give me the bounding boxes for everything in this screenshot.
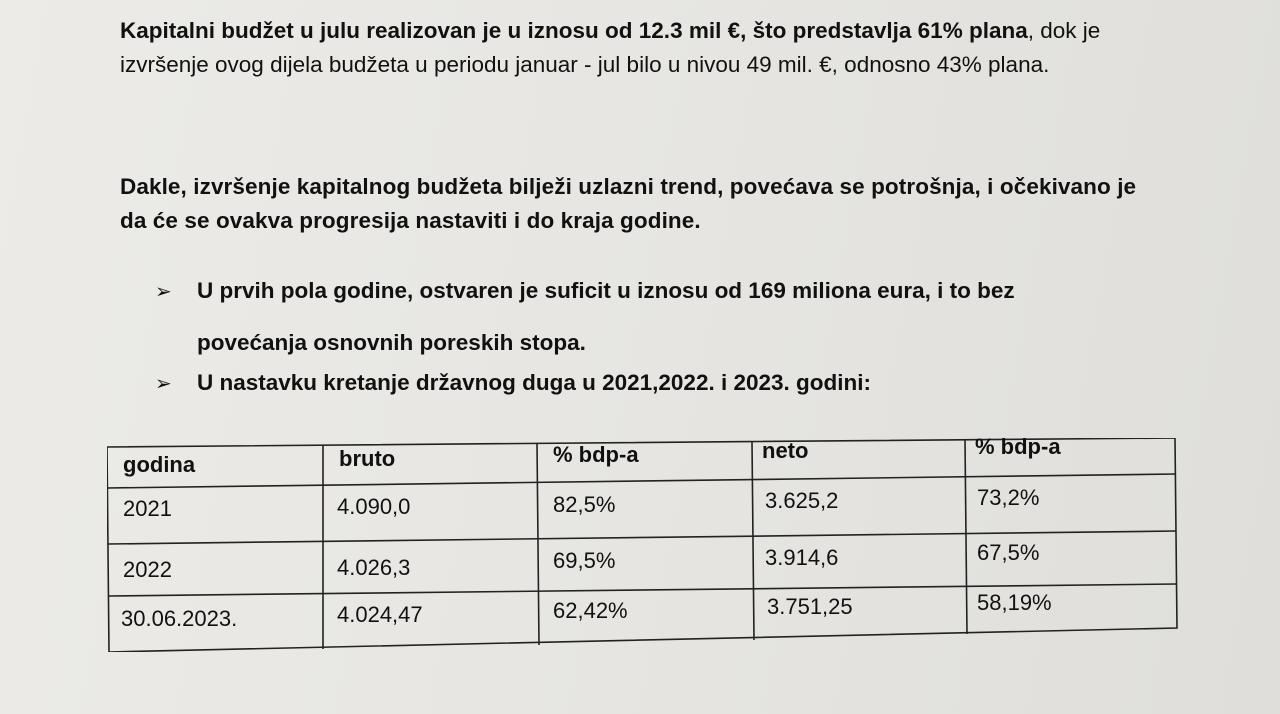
table-rule — [965, 440, 967, 634]
table-header-year: godina — [123, 452, 196, 477]
bullet-surplus-line2: povećanja osnovnih poreskih stopa. — [197, 330, 586, 355]
table-rule — [537, 443, 539, 645]
paragraph-capital-budget-rest: , dok je izvršenje ovog dijela budžeta u periodu januar - jul bilo u nivou 49 mil. €, odnosno 43% plana. — [120, 18, 1101, 77]
table-cell: 2022 — [123, 557, 172, 582]
table-cell: 82,5% — [553, 492, 616, 517]
paragraph-capital-budget — [120, 14, 1160, 82]
table-cell: 2021 — [123, 496, 172, 521]
table-header-net: neto — [762, 438, 809, 463]
table-rule — [752, 442, 754, 640]
table-cell: 73,2% — [977, 485, 1040, 510]
table-cell: 4.026,3 — [337, 555, 411, 580]
debt-table — [107, 434, 1179, 652]
table-header-net-gdp: % bdp-a — [975, 434, 1061, 459]
bullet-debt-text: U nastavku kretanje državnog duga u 2021,2022. i 2023. godini: — [197, 370, 871, 395]
table-cell: 30.06.2023. — [121, 606, 238, 631]
table-header-gross-gdp: % bdp-a — [553, 442, 639, 467]
paragraph-trend: Dakle, izvršenje kapitalnog budžeta bilježi uzlazni trend, povećava se potrošnja, i očekivano je da će se ovakva progresija nastaviti i do kraja godine. — [120, 174, 1137, 233]
table-cell: 4.090,0 — [337, 494, 411, 519]
table-cell: 3.625,2 — [765, 488, 839, 513]
table-cell: 3.914,6 — [765, 545, 839, 570]
paragraph-capital-budget-bold: Kapitalni budžet u julu realizovan je u iznosu od 12.3 mil €, što predstavlja 61% plana — [120, 18, 1028, 43]
bullet-surplus-line1: U prvih pola godine, ostvaren je suficit u iznosu od 169 miliona eura, i to bez — [197, 278, 1015, 303]
table-cell: 67,5% — [977, 540, 1040, 565]
table-cell: 4.024,47 — [337, 602, 423, 627]
arrow-bullet-icon: ➢ — [155, 373, 172, 395]
arrow-bullet-icon: ➢ — [155, 281, 172, 303]
table-cell: 69,5% — [553, 548, 616, 573]
table-cell: 62,42% — [553, 598, 628, 623]
table-cell: 58,19% — [977, 590, 1052, 615]
table-cell: 3.751,25 — [767, 594, 853, 619]
table-header-gross: bruto — [339, 446, 396, 471]
